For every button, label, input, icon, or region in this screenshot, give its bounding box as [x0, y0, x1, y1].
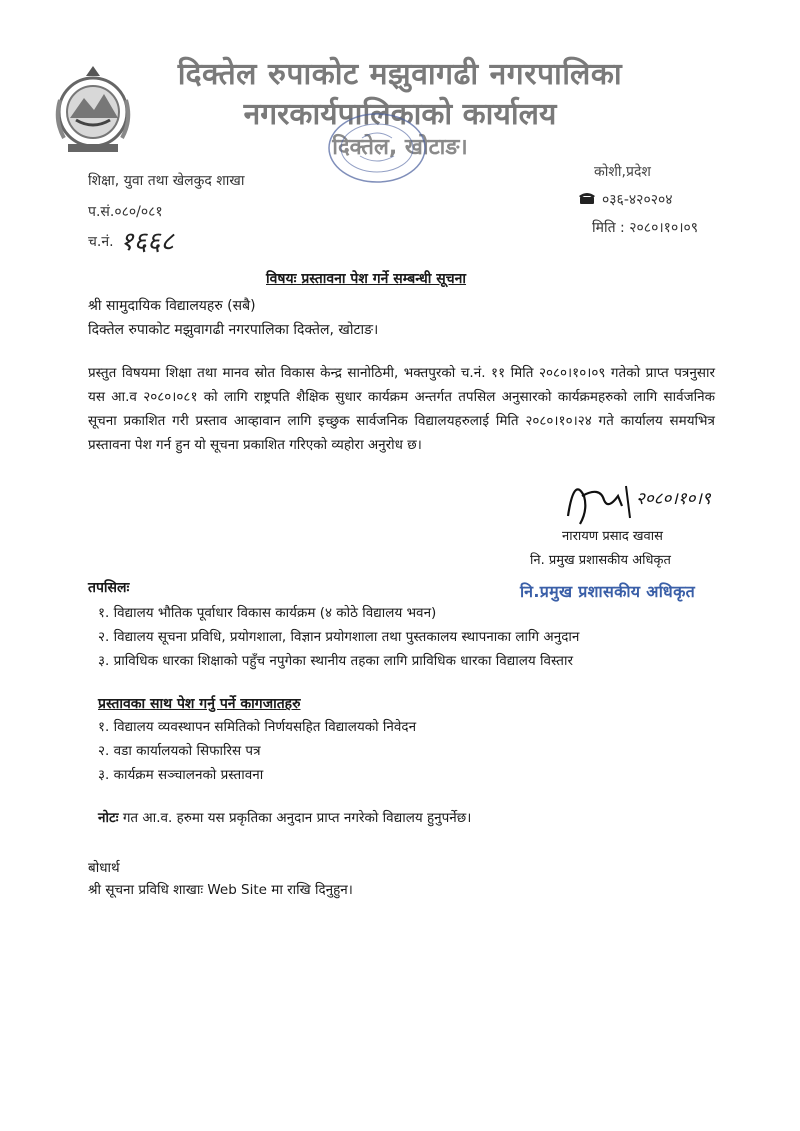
subject-label: विषयः	[266, 271, 297, 287]
documents-list	[98, 715, 416, 787]
details-heading: तपसिलः	[88, 580, 130, 596]
signer-name: नारायण प्रसाद खवास	[562, 529, 663, 544]
list-item: २. विद्यालय सूचना प्रविधि, प्रयोगशाला, विज्ञान प्रयोगशाला तथा पुस्तकालय स्थापनाका लागि अनुदान	[98, 629, 580, 645]
note	[98, 808, 471, 826]
telephone-icon	[578, 191, 596, 209]
cc-line: श्री सूचना प्रविधि शाखाः Web Site मा राखि दिनुहुन।	[88, 882, 353, 898]
signer-title: नि. प्रमुख प्रशासकीय अधिकृत	[530, 553, 671, 568]
designation-stamp: नि.प्रमुख प्रशासकीय अधिकृत	[520, 582, 696, 601]
details-list	[98, 601, 579, 673]
cc-label: बोधार्थ	[88, 860, 120, 876]
signature-date: २०८०।१०।९	[636, 489, 711, 509]
list-item: १. विद्यालय भौतिक पूर्वाधार विकास कार्यक्रम (४ कोठे विद्यालय भवन)	[98, 605, 437, 621]
list-item: १. विद्यालय व्यवस्थापन समितिको निर्णयसहित विद्यालयको निवेदन	[98, 719, 417, 735]
documents-heading: प्रस्तावका साथ पेश गर्नु पर्ने कागजातहरु	[98, 696, 301, 712]
recipient-line-1: श्री सामुदायिक विद्यालयहरु (सबै)	[88, 298, 256, 314]
note-label: नोटः	[98, 810, 119, 826]
section-name: शिक्षा, युवा तथा खेलकुद शाखा	[88, 173, 245, 189]
note-text: गत आ.व. हरुमा यस प्रकृतिका अनुदान प्राप्त नगरेको विद्यालय हुनुपर्नेछ।	[122, 810, 472, 826]
dispatch-number: १६६८	[120, 227, 175, 257]
office-seal-stamp	[322, 108, 432, 188]
date-row	[592, 218, 698, 237]
dispatch-label: च.नं.	[88, 234, 114, 250]
phone-number: ०३६-४२०२०४	[602, 192, 673, 208]
government-emblem	[48, 60, 138, 158]
list-item: ३. कार्यक्रम सञ्चालनको प्रस्तावना	[98, 767, 264, 783]
province: कोशी,प्रदेश	[594, 164, 651, 180]
list-item: २. वडा कार्यालयको सिफारिस पत्र	[98, 743, 261, 759]
subject-text: प्रस्तावना पेश गर्ने सम्बन्धी सूचना	[301, 271, 467, 287]
list-item: ३. प्राविधिक धारका शिक्षाको पहुँच नपुगेका स्थानीय तहका लागि प्राविधिक धारका विद्यालय विस्तार	[98, 653, 573, 669]
date-label: मिति :	[592, 220, 625, 236]
handwritten-signature	[560, 466, 720, 528]
org-name: दिक्तेल रुपाकोट मझुवागढी नगरपालिका	[177, 57, 623, 92]
recipient-line-2: दिक्तेल रुपाकोट मझुवागढी नगरपालिका दिक्तेल, खोटाङ।	[88, 322, 379, 338]
date-value: २०८०।१०।०९	[629, 220, 699, 236]
reference-number: प.सं.०८०/०८१	[88, 204, 163, 220]
letter-body: प्रस्तुत विषयमा शिक्षा तथा मानव स्रोत विकास केन्द्र सानोठिमी, भक्तपुरको च.नं. ११ मिति २०८०।१०।०९ गतेको प्राप्त पत्रनुसार यस आ.व २०८०।०८१ को लागि राष्ट्रपति शैक्षिक सुधार कार्यक्रम अन्तर्गत तपसिल अनुसारको कार्यक्रमहरुको लागि सार्वजनिक सूचना प्रकाशित गरी प्रस्ताव आव्हावान लागि इच्छुक सार्वजनिक विद्यालयहरुलाई मिति २०८०।१०।२४ गते कार्यालय समयभित्र प्रस्तावना पेश गर्न हुन यो सूचना प्रकाशित गरिएको व्यहोरा अनुरोध छ।	[88, 365, 715, 453]
phone-row	[578, 190, 673, 209]
office-location: दिक्तेल, खोटाङ।	[332, 135, 468, 160]
office-name: नगरकार्यपालिकाको कार्यालय	[243, 97, 557, 132]
subject-line	[266, 269, 466, 288]
